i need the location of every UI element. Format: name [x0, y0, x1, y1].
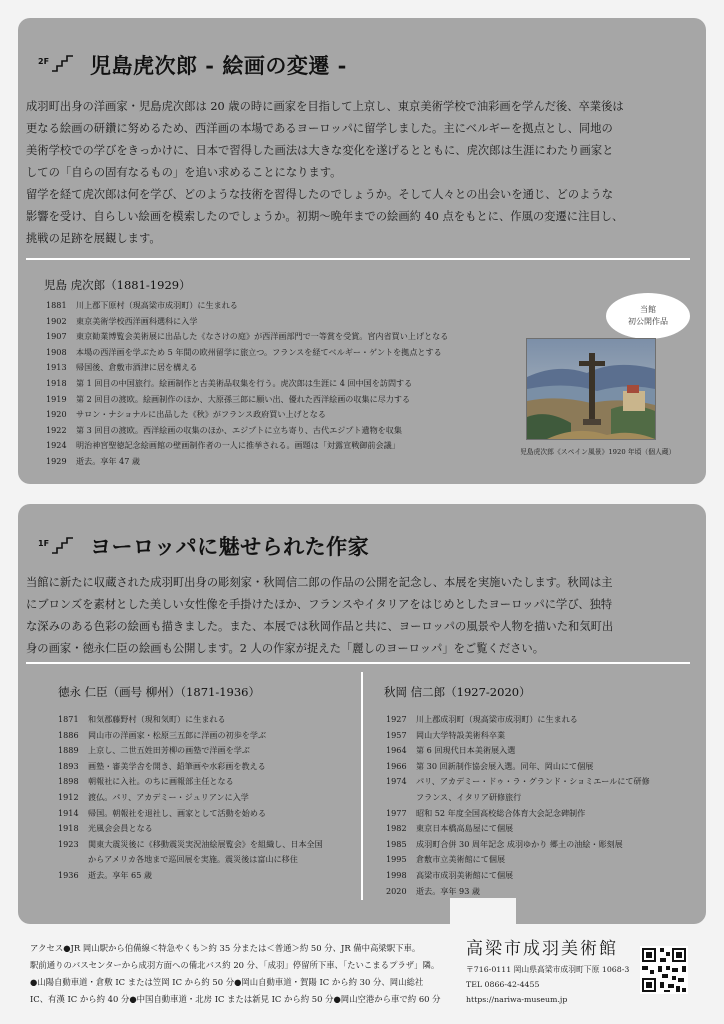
timeline-text: 光風会会員となる — [88, 823, 153, 834]
timeline-text: パリ、アカデミー・ドゥ・ラ・グランド・ショミエールにて研修 — [416, 776, 650, 787]
timeline-text: 朝報社に入社。のちに画報部主任となる — [88, 776, 234, 787]
timeline-text: 逝去。享年 65 歳 — [88, 869, 153, 880]
timeline-row — [46, 407, 448, 423]
timeline-text: 川上郡下原村（現高梁市成羽町）に生まれる — [76, 300, 238, 310]
timeline-text: からアメリカ各地まで巡回展を実施。震災後は富山に移住 — [88, 854, 298, 865]
timeline-year: 1893 — [58, 760, 79, 771]
timeline-row — [386, 852, 650, 868]
timeline-year: 1964 — [386, 745, 407, 756]
timeline-year: 1966 — [386, 760, 407, 771]
timeline-row — [58, 728, 323, 744]
painting-caption: 児島虎次郎《スペイン風景》1920 年頃（個人蔵） — [520, 448, 676, 456]
section-2f-intro — [26, 96, 666, 250]
timeline-row — [58, 806, 323, 822]
timeline-text: 倉敷市立美術館にて個展 — [416, 854, 506, 865]
timeline-text: 岡山市の洋画家・松原三五郎に洋画の初歩を学ぶ — [88, 729, 267, 740]
tokunaga-bio-title: 徳永 仁臣（画号 柳州）（1871-1936） — [58, 685, 260, 699]
timeline-text: 第 1 回目の中国旅行。絵画制作と古美術品収集を行う。虎次郎は生涯に 4 回中国を訪問する — [76, 377, 413, 388]
timeline-row — [58, 790, 323, 806]
tokunaga-timeline — [58, 712, 323, 884]
section-1f-title: ヨーロッパに魅せられた作家 — [90, 534, 370, 559]
timeline-text: 和気郡藤野村（現和気町）に生まれる — [88, 714, 226, 724]
section-divider — [26, 662, 690, 664]
timeline-year: 2020 — [386, 885, 407, 896]
timeline-row — [386, 728, 650, 744]
timeline-year: 1920 — [46, 409, 67, 420]
akioka-timeline — [386, 712, 650, 899]
timeline-year: 1974 — [386, 776, 407, 787]
timeline-year: 1907 — [46, 331, 67, 342]
timeline-row — [46, 298, 448, 314]
museum-address: 〒716-0111 岡山県高梁市成羽町下原 1068-3 — [466, 965, 630, 974]
timeline-year: 1936 — [58, 869, 79, 880]
timeline-year: 1918 — [46, 377, 67, 388]
qr-code-icon[interactable] — [640, 946, 688, 994]
timeline-row — [386, 868, 650, 884]
timeline-text: 逝去。享年 47 歳 — [76, 455, 141, 466]
intro-line: 当館に新たに収蔵された成羽町出身の彫刻家・秋岡信二郎の作品の公開を記念し、本展を実施いたします。秋岡は主 — [26, 576, 613, 589]
access-line: ●山陽自動車道・倉敷 IC または笠岡 IC から約 50 分●岡山自動車道・賀陽 IC から約 30 分、岡山総社 — [30, 977, 424, 987]
timeline-year: 1957 — [386, 729, 407, 740]
timeline-year: 1929 — [46, 455, 67, 466]
timeline-row — [58, 821, 323, 837]
timeline-year: 1924 — [46, 440, 67, 451]
timeline-year: 1918 — [58, 823, 79, 834]
section-divider — [26, 258, 690, 260]
timeline-text: 東京勧業博覧会美術展に出品した《なさけの庭》が西洋画部門で一等賞を受賞。宮内省買い上げとなる — [76, 331, 449, 342]
timeline-year: 1977 — [386, 807, 407, 818]
timeline-year: 1998 — [386, 869, 407, 880]
timeline-text: 明治神宮聖徳記念絵画館の壁画制作者の一人に推挙される。画題は「対露宣戦御前会議」 — [76, 440, 400, 451]
floor-1f-mark — [38, 536, 78, 560]
intro-line: な深みのある色彩の絵画も描きました。また、本展では秋岡作品と共に、ヨーロッパの風景や人物を描いた和気町出 — [26, 620, 614, 633]
timeline-row — [58, 712, 323, 728]
timeline-row — [386, 806, 650, 822]
timeline-row — [46, 345, 448, 361]
museum-contact — [466, 962, 629, 1007]
museum-url[interactable]: https://nariwa-museum.jp — [466, 995, 568, 1004]
timeline-row — [386, 774, 650, 790]
timeline-year: 1902 — [46, 315, 67, 326]
museum-tel: TEL 0866-42-4455 — [466, 980, 540, 989]
timeline-row — [386, 759, 650, 775]
timeline-row — [386, 743, 650, 759]
timeline-row — [58, 759, 323, 775]
timeline-row — [46, 438, 448, 454]
timeline-row — [386, 884, 650, 900]
timeline-year: 1995 — [386, 854, 407, 865]
intro-line: 成羽町出身の洋画家・児島虎次郎は 20 歳の時に画家を目指して上京し、東京美術学校で油彩画を学んだ後、卒業後は — [26, 100, 624, 113]
panel-notch — [450, 898, 516, 924]
timeline-text: 帰国。朝報社を退社し、画家として活動を始める — [88, 807, 267, 818]
access-line: アクセス●JR 岡山駅から伯備線＜特急やくも＞約 35 分または＜普通＞約 50 分、JR 備中高梁駅下車。 — [30, 943, 421, 953]
intro-line: しての「自らの固有なるもの」を追い求めることになります。 — [26, 166, 342, 179]
timeline-year: 1913 — [46, 362, 67, 373]
timeline-year: 1908 — [46, 346, 67, 357]
timeline-row — [58, 868, 323, 884]
timeline-text: フランス、イタリア研修旅行 — [416, 791, 522, 802]
section-1f-intro — [26, 572, 666, 660]
intro-line: 影響を受け、自らしい絵画を模索したのでしょうか。初期〜晩年までの絵画約 40 点をもとに、作風の変遷に注目し、 — [26, 210, 624, 223]
timeline-row — [46, 376, 448, 392]
timeline-row — [386, 837, 650, 853]
timeline-text: 高梁市成羽美術館にて個展 — [416, 869, 514, 880]
timeline-row — [46, 314, 448, 330]
section-2f-title: 児島虎次郎 - 絵画の変遷 - — [90, 53, 347, 78]
intro-line: 留学を経て虎次郎は何を学び、どのような技術を習得したのでしょうか。そして人々との出会いを通じ、どのような — [26, 188, 613, 201]
timeline-row — [46, 392, 448, 408]
intro-line: 美術学校での学びをきっかけに、日本で習得した画法は大きな変化を遂げるとともに、虎次郎は生涯にわたり画家と — [26, 144, 614, 157]
timeline-text: 逝去。享年 93 歳 — [416, 885, 481, 896]
access-line: 駅前通りのバスセンターから成羽方面への備北バス約 20 分、「成羽」停留所下車、「たいこまるプラザ」隣。 — [30, 960, 440, 970]
timeline-text: 第 6 回現代日本美術展入選 — [416, 745, 516, 756]
timeline-year: 1982 — [386, 823, 407, 834]
floor-label: 1F — [38, 539, 50, 548]
timeline-text: 上京し、二世五姓田芳柳の画塾で洋画を学ぶ — [88, 745, 250, 756]
timeline-year: 1922 — [46, 424, 67, 435]
timeline-text: 東京日本橋高島屋にて個展 — [416, 823, 514, 834]
timeline-year: 1927 — [386, 714, 407, 724]
spanish-landscape-painting — [526, 338, 656, 440]
intro-line: にブロンズを素材とした美しい女性像を手掛けたほか、フランスやイタリアをはじめとしたヨーロッパに学び、独特 — [26, 598, 613, 611]
timeline-year: 1923 — [58, 838, 79, 849]
timeline-text: 昭和 52 年度全国高校総合体育大会記念碑制作 — [416, 807, 586, 818]
kojima-bio-title: 児島 虎次郎（1881-1929） — [44, 278, 191, 292]
museum-name: 高梁市成羽美術館 — [466, 939, 618, 959]
timeline-year: 1914 — [58, 807, 79, 818]
timeline-year: 1886 — [58, 729, 79, 740]
timeline-row — [58, 743, 323, 759]
timeline-text: 川上郡成羽町（現高梁市成羽町）に生まれる — [416, 714, 578, 724]
timeline-text: 渡仏。パリ、アカデミー・ジュリアンに入学 — [88, 791, 249, 802]
timeline-text: 第 2 回目の渡欧。絵画制作のほか、大原孫三郎に願い出、優れた西洋絵画の収集に尽力する — [76, 393, 411, 404]
akioka-bio-title: 秋岡 信二郎（1927-2020） — [384, 685, 531, 699]
timeline-text: 東京美術学校西洋画科選科に入学 — [76, 315, 198, 326]
timeline-row — [58, 837, 323, 853]
timeline-row — [46, 329, 448, 345]
timeline-text: 岡山大学特設美術科卒業 — [416, 729, 506, 740]
timeline-row — [386, 712, 650, 728]
timeline-year: 1881 — [46, 300, 67, 310]
badge-line: 初公開作品 — [628, 317, 668, 326]
access-line: IC、有漢 IC から約 40 分●中国自動車道・北房 IC または新見 IC から約 50 分●岡山空港から車で約 60 分 — [30, 994, 441, 1004]
timeline-text: 本場の西洋画を学ぶため 5 年間の欧州留学に旅立つ。フランスを経てベルギー・ゲントを拠点とする — [76, 346, 442, 357]
stairs-icon — [52, 54, 74, 72]
timeline-year: 1898 — [58, 776, 79, 787]
kojima-timeline — [46, 298, 448, 470]
timeline-row — [386, 790, 650, 806]
first-public-badge — [606, 293, 690, 339]
timeline-row — [46, 423, 448, 439]
timeline-row — [386, 821, 650, 837]
timeline-text: サロン・ナショナルに出品した《秋》がフランス政府買い上げとなる — [76, 409, 326, 420]
access-info — [30, 940, 460, 1008]
timeline-year: 1985 — [386, 838, 407, 849]
stairs-icon — [52, 536, 74, 554]
timeline-year: 1919 — [46, 393, 67, 404]
timeline-row — [46, 454, 448, 470]
timeline-row — [58, 774, 323, 790]
timeline-text: 第 30 回新制作協会展入選。同年、岡山にて個展 — [416, 760, 594, 771]
timeline-text: 成羽町合併 30 周年記念 成羽ゆかり 郷土の油絵・彫刻展 — [416, 838, 623, 849]
column-divider — [361, 672, 363, 900]
timeline-year: 1912 — [58, 791, 79, 802]
floor-2f-mark — [38, 54, 78, 78]
intro-line: 身の画家・徳永仁臣の絵画も公開します。2 人の作家が捉えた「麗しのヨーロッパ」をご覧ください。 — [26, 642, 545, 655]
timeline-text: 第 3 回目の渡欧。西洋絵画の収集のほか、エジプトに立ち寄り、古代エジプト遺物を収集 — [76, 424, 402, 435]
timeline-text: 関東大震災後に《移動震災実況油絵展覧会》を組織し、日本全国 — [88, 838, 323, 849]
badge-line: 当館 — [640, 305, 656, 314]
timeline-text: 画塾・審美学舎を開き、鉛筆画や水彩画を教える — [88, 760, 266, 771]
intro-line: 更なる絵画の研鑽に努めるため、西洋画の本場であるヨーロッパに留学しました。主にベルギーを拠点とし、同地の — [26, 122, 613, 135]
intro-line: 挑戦の足跡を展観します。 — [26, 232, 161, 245]
timeline-row — [58, 852, 323, 868]
timeline-year: 1889 — [58, 745, 79, 756]
floor-label: 2F — [38, 57, 50, 66]
timeline-year: 1871 — [58, 714, 79, 724]
timeline-row — [46, 360, 448, 376]
timeline-text: 帰国後、倉敷市酒津に居を構える — [76, 362, 198, 373]
